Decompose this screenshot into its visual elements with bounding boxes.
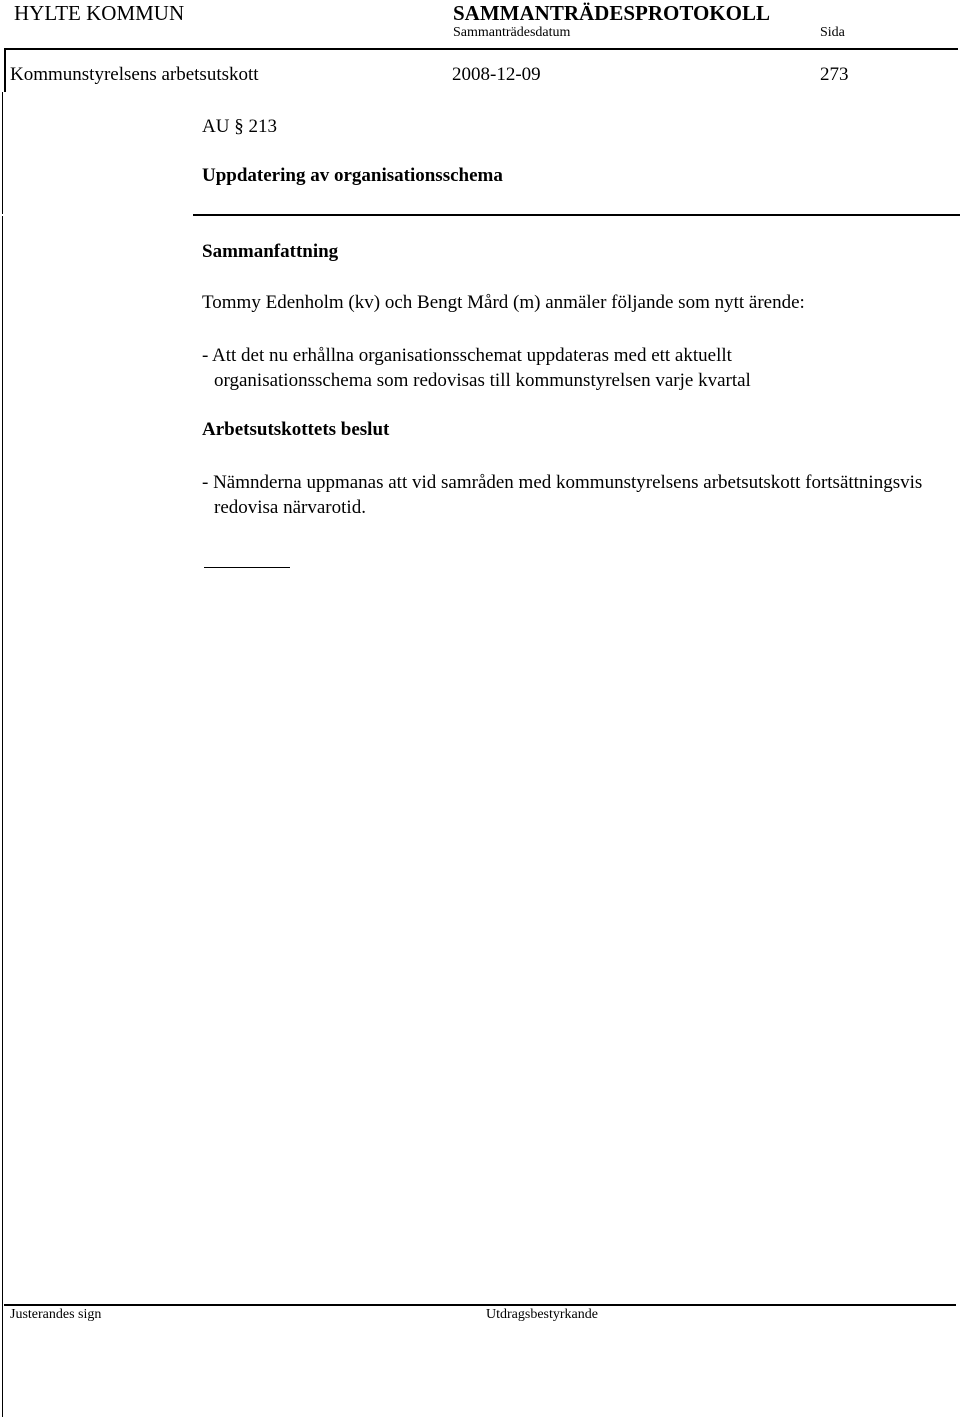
document-type: SAMMANTRÄDESPROTOKOLL bbox=[453, 1, 770, 25]
left-margin-line bbox=[2, 92, 3, 214]
decision-heading: Arbetsutskottets beslut bbox=[202, 419, 390, 440]
date-label: Sammanträdesdatum bbox=[453, 25, 571, 40]
header-left-border bbox=[4, 48, 6, 92]
meeting-date: 2008-12-09 bbox=[452, 64, 541, 85]
summary-intro: Tommy Edenholm (kv) och Bengt Mård (m) anmäler följande som nytt ärende: bbox=[202, 292, 805, 313]
page-label: Sida bbox=[820, 25, 845, 40]
end-rule bbox=[204, 567, 290, 568]
certify-label: Utdragsbestyrkande bbox=[486, 1307, 598, 1322]
page-number: 273 bbox=[820, 64, 849, 85]
summary-heading: Sammanfattning bbox=[202, 241, 339, 262]
summary-bullet: - Att det nu erhållna organisationsschemat uppdateras med ett aktuellt organisationsschema som redovisas till kommunstyrelsen varje kvartal bbox=[202, 345, 751, 391]
sign-label: Justerandes sign bbox=[10, 1307, 102, 1322]
item-rule bbox=[193, 214, 960, 216]
meeting-body: Kommunstyrelsens arbetsutskott bbox=[10, 64, 259, 85]
footer-rule bbox=[4, 1304, 956, 1306]
item-title: Uppdatering av organisationsschema bbox=[202, 165, 503, 186]
decision-bullet: - Nämnderna uppmanas att vid samråden med kommunstyrelsens arbetsutskott fortsättningsvis redovisa närvarotid. bbox=[202, 472, 923, 518]
paragraph-ref: AU § 213 bbox=[202, 116, 277, 137]
header-rule-top bbox=[4, 48, 958, 50]
left-margin-line-lower bbox=[2, 216, 3, 1417]
organization-name: HYLTE KOMMUN bbox=[14, 1, 185, 25]
